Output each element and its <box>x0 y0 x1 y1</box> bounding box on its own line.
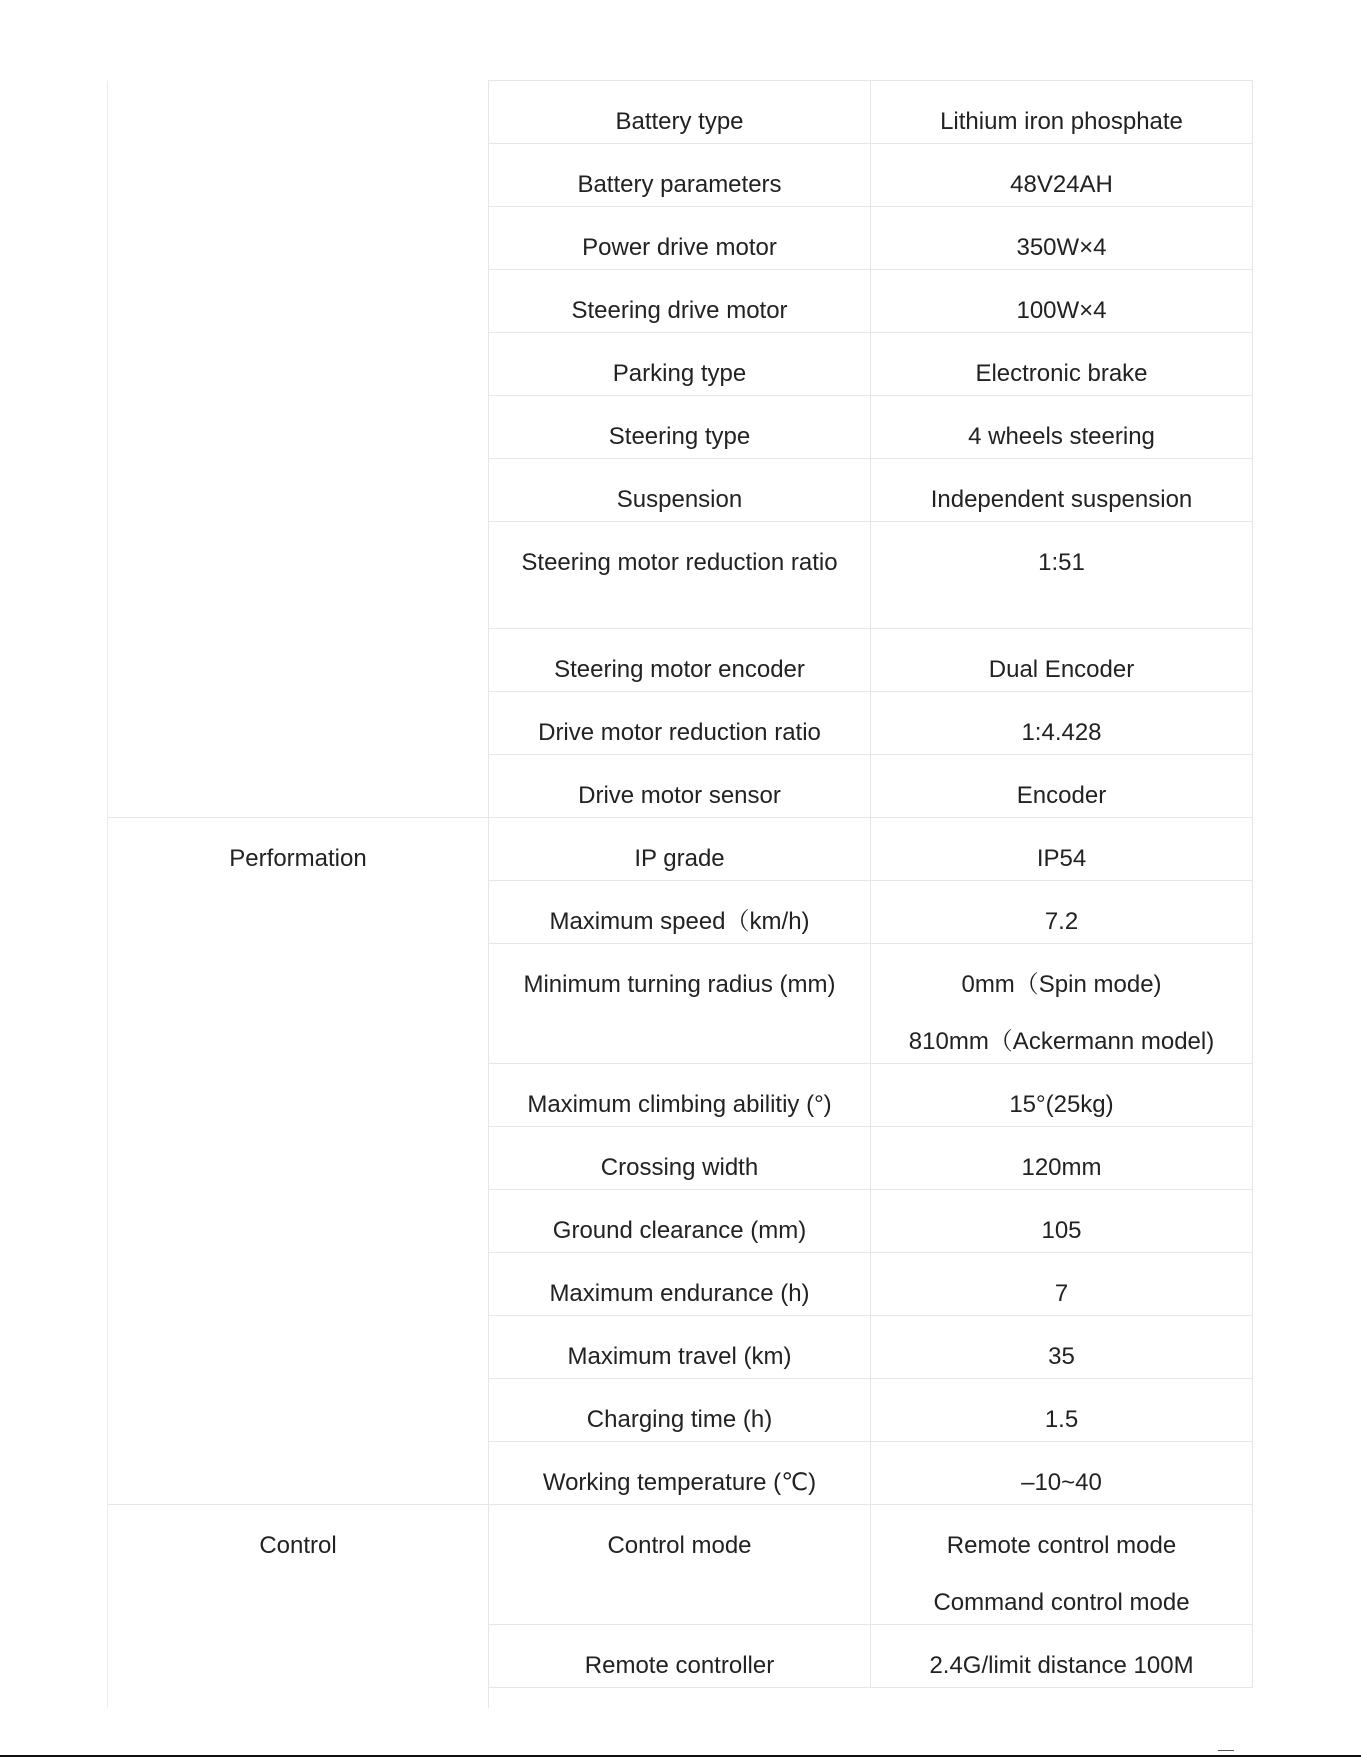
table-row <box>108 881 1253 944</box>
spec-value <box>871 522 1253 629</box>
table-row <box>108 1064 1253 1127</box>
spec-value <box>871 1316 1253 1379</box>
category-cell <box>108 881 489 944</box>
page-corner-mark <box>1218 1750 1234 1751</box>
spec-value-line: 15°(25kg) <box>1009 1091 1114 1118</box>
spec-key: Steering drive motor <box>489 270 871 333</box>
spec-value <box>871 396 1253 459</box>
category-cell: Control <box>108 1505 489 1625</box>
category-cell <box>108 755 489 818</box>
category-cell <box>108 1127 489 1190</box>
spec-value-line: 48V24AH <box>1010 171 1113 198</box>
spec-value <box>871 1625 1253 1688</box>
category-cell <box>108 1625 489 1688</box>
spec-key: Drive motor reduction ratio <box>489 692 871 755</box>
spec-value-line: 1:51 <box>1038 549 1085 576</box>
spec-key: Maximum travel (km) <box>489 1316 871 1379</box>
table-row <box>108 692 1253 755</box>
spec-value-line: 1.5 <box>1044 1406 1079 1433</box>
category-cell <box>108 81 489 144</box>
spec-value-line: 35 <box>1048 1343 1075 1370</box>
spec-table <box>107 80 1253 1708</box>
spec-value-line: 100W×4 <box>1016 297 1107 324</box>
category-cell <box>108 459 489 522</box>
table-row <box>108 207 1253 270</box>
spec-value-line: 7 <box>1054 1280 1069 1307</box>
spec-key: IP grade <box>489 818 871 881</box>
category-cell <box>108 396 489 459</box>
spec-value <box>871 1379 1253 1442</box>
table-row <box>108 1379 1253 1442</box>
spec-key: Charging time (h) <box>489 1379 871 1442</box>
spec-key: Remote controller <box>489 1625 871 1688</box>
spec-value <box>871 1064 1253 1127</box>
table-row <box>108 459 1253 522</box>
table-row <box>108 1442 1253 1505</box>
spec-value-line: Command control mode <box>933 1589 1190 1616</box>
spec-key: Maximum climbing abilitiy (°) <box>489 1064 871 1127</box>
table-row <box>108 755 1253 818</box>
category-cell <box>108 270 489 333</box>
category-cell <box>108 944 489 1064</box>
spec-value <box>871 1190 1253 1253</box>
table-row-tail <box>108 1688 1253 1709</box>
table-row <box>108 1253 1253 1316</box>
spec-value <box>871 944 1253 1064</box>
category-cell <box>108 522 489 629</box>
spec-key: Ground clearance (mm) <box>489 1190 871 1253</box>
spec-value <box>871 333 1253 396</box>
category-cell <box>108 207 489 270</box>
spec-value-line: Electronic brake <box>975 360 1148 387</box>
spec-key: Parking type <box>489 333 871 396</box>
spec-value-line: 1:4.428 <box>1021 719 1102 746</box>
table-row <box>108 1505 1253 1625</box>
table-row <box>108 1190 1253 1253</box>
spec-value <box>871 1442 1253 1505</box>
spec-value <box>871 629 1253 692</box>
spec-value-line: Remote control mode <box>946 1532 1177 1559</box>
spec-value-line: Independent suspension <box>930 486 1193 513</box>
spec-key: Crossing width <box>489 1127 871 1190</box>
spec-value-line: Lithium iron phosphate <box>940 108 1183 135</box>
spec-value <box>871 692 1253 755</box>
spec-value-line: 810mm（Ackermann model) <box>908 1028 1215 1055</box>
spec-value-line: 2.4G/limit distance 100M <box>929 1652 1194 1679</box>
spec-value <box>871 270 1253 333</box>
category-cell <box>108 1688 489 1709</box>
category-cell <box>108 1316 489 1379</box>
spec-value-line: 120mm <box>1021 1154 1102 1181</box>
category-cell <box>108 1442 489 1505</box>
table-row <box>108 818 1253 881</box>
spec-key: Battery parameters <box>489 144 871 207</box>
spec-value <box>871 1505 1253 1625</box>
spec-key: Power drive motor <box>489 207 871 270</box>
spec-value <box>871 818 1253 881</box>
spec-key: Working temperature (℃) <box>489 1442 871 1505</box>
category-cell <box>108 1190 489 1253</box>
spec-value-line: –10~40 <box>1021 1469 1102 1496</box>
spec-value-line: 350W×4 <box>1016 234 1107 261</box>
spec-value <box>871 1127 1253 1190</box>
category-cell <box>108 1064 489 1127</box>
spec-key: Drive motor sensor <box>489 755 871 818</box>
spec-value <box>871 881 1253 944</box>
category-cell <box>108 144 489 207</box>
spec-key: Minimum turning radius (mm) <box>489 944 871 1064</box>
spec-value <box>871 144 1253 207</box>
empty-cell <box>871 1688 1253 1709</box>
table-row <box>108 522 1253 629</box>
spec-value-line: 7.2 <box>1044 908 1079 935</box>
category-cell <box>108 333 489 396</box>
category-cell: Performation <box>108 818 489 881</box>
spec-value-line: Dual Encoder <box>988 656 1135 683</box>
category-cell <box>108 629 489 692</box>
spec-value <box>871 1253 1253 1316</box>
table-row <box>108 270 1253 333</box>
category-cell <box>108 1379 489 1442</box>
spec-value <box>871 755 1253 818</box>
spec-value-line: 0mm（Spin mode) <box>961 971 1162 998</box>
page-bottom-rule <box>0 1755 1361 1757</box>
table-row <box>108 81 1253 144</box>
table-row <box>108 944 1253 1064</box>
spec-value-line: IP54 <box>1036 845 1087 872</box>
spec-value-line: 105 <box>1041 1217 1082 1244</box>
spec-value-line: Encoder <box>1016 782 1107 809</box>
spec-key: Steering type <box>489 396 871 459</box>
category-cell <box>108 1253 489 1316</box>
category-cell <box>108 692 489 755</box>
spec-key: Control mode <box>489 1505 871 1625</box>
empty-cell <box>489 1688 871 1709</box>
table-row <box>108 1316 1253 1379</box>
spec-key: Steering motor encoder <box>489 629 871 692</box>
table-row <box>108 144 1253 207</box>
spec-value-line: 4 wheels steering <box>968 423 1155 450</box>
table-row <box>108 1127 1253 1190</box>
table-row <box>108 629 1253 692</box>
table-row <box>108 1625 1253 1688</box>
table-row <box>108 333 1253 396</box>
spec-value <box>871 459 1253 522</box>
spec-key: Suspension <box>489 459 871 522</box>
spec-key: Steering motor reduction ratio <box>489 522 871 629</box>
table-row <box>108 396 1253 459</box>
spec-value <box>871 207 1253 270</box>
spec-key: Battery type <box>489 81 871 144</box>
spec-key: Maximum endurance (h) <box>489 1253 871 1316</box>
spec-key: Maximum speed（km/h) <box>489 881 871 944</box>
spec-value <box>871 81 1253 144</box>
